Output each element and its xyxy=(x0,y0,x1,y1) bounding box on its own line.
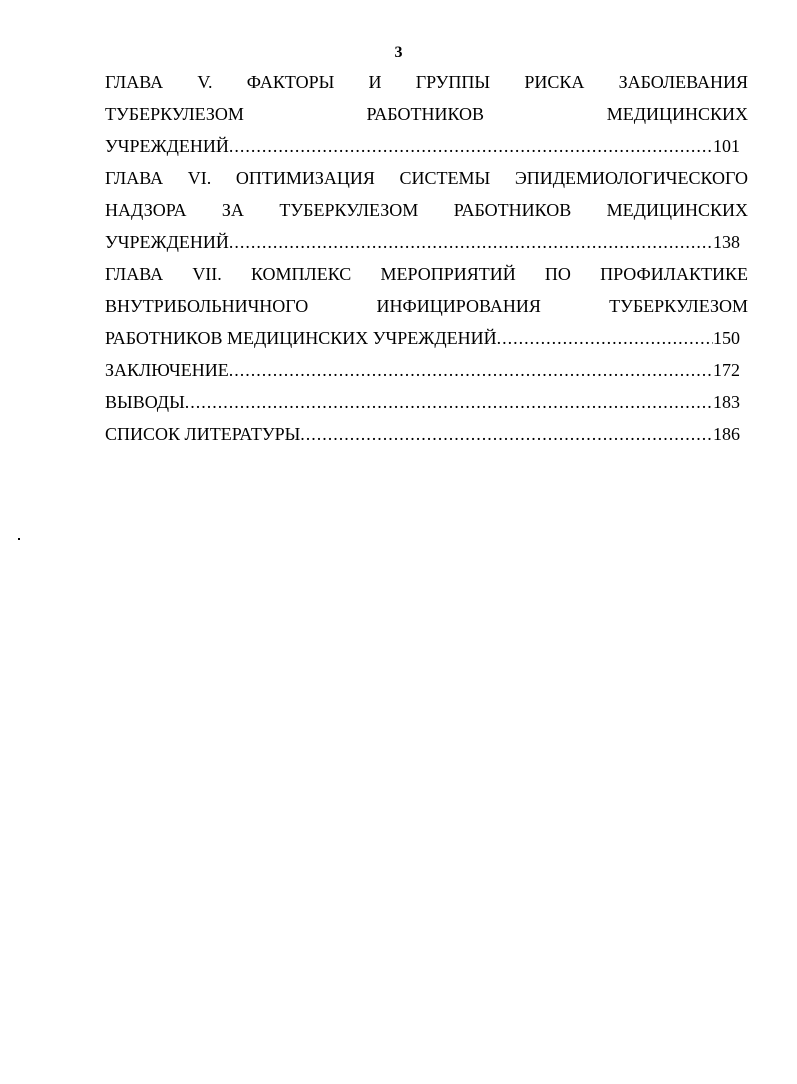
toc-page-number: 138 xyxy=(713,232,740,252)
toc-ch7-line2 xyxy=(105,290,748,322)
toc-word: ВНУТРИБОЛЬНИЧНОГО xyxy=(105,296,309,316)
toc-word: РАБОТНИКОВ xyxy=(366,104,485,124)
toc-word: ОПТИМИЗАЦИЯ xyxy=(235,168,375,188)
toc-page-number: 101 xyxy=(713,136,740,156)
toc-word: РАБОТНИКОВ xyxy=(453,200,572,220)
toc-word: РИСКА xyxy=(524,72,585,92)
toc-ch6-line1 xyxy=(105,162,748,194)
toc-word: ЭПИДЕМИОЛОГИЧЕСКОГО xyxy=(514,168,748,188)
toc-word: ГЛАВА xyxy=(105,72,164,92)
dot-leader xyxy=(185,386,713,418)
toc-entry-title: ЗАКЛЮЧЕНИЕ xyxy=(105,360,229,380)
toc-word: ПРОФИЛАКТИКЕ xyxy=(600,264,748,284)
toc-page-number: 150 xyxy=(713,328,740,348)
toc-word: ГРУППЫ xyxy=(415,72,491,92)
toc-word: ФАКТОРЫ xyxy=(246,72,335,92)
toc-page-number: 172 xyxy=(713,360,740,380)
toc-word: V. xyxy=(197,72,213,92)
toc-word: И xyxy=(368,72,382,92)
toc-word: МЕДИЦИНСКИХ xyxy=(606,104,748,124)
toc-entry-title: УЧРЕЖДЕНИЙ xyxy=(105,136,229,156)
toc-word: КОМПЛЕКС xyxy=(250,264,352,284)
toc-page-number: 186 xyxy=(713,424,740,444)
toc-ch7-line1 xyxy=(105,258,748,290)
dot-leader xyxy=(229,130,713,162)
toc-word: ЗА xyxy=(221,200,244,220)
toc-word: ИНФИЦИРОВАНИЯ xyxy=(376,296,541,316)
toc-word: VII. xyxy=(192,264,222,284)
toc-conclusion[interactable] xyxy=(105,354,740,386)
toc-references[interactable] xyxy=(105,418,740,450)
toc-findings[interactable] xyxy=(105,386,740,418)
dot-leader xyxy=(229,354,713,386)
toc-page-number: 183 xyxy=(713,392,740,412)
toc-word: ТУБЕРКУЛЕЗОМ xyxy=(609,296,748,316)
toc-ch5-entry-line[interactable] xyxy=(105,130,740,162)
toc-word: ГЛАВА xyxy=(105,168,164,188)
toc-word: ПО xyxy=(544,264,571,284)
toc-word: НАДЗОРА xyxy=(105,200,187,220)
scan-speck xyxy=(18,538,20,540)
toc-ch6-entry-line[interactable] xyxy=(105,226,740,258)
toc-word: ЗАБОЛЕВАНИЯ xyxy=(618,72,748,92)
toc-ch6-line2 xyxy=(105,194,748,226)
toc-entry-title: СПИСОК ЛИТЕРАТУРЫ xyxy=(105,424,301,444)
toc-word: СИСТЕМЫ xyxy=(399,168,491,188)
toc-word: МЕРОПРИЯТИЙ xyxy=(380,264,516,284)
toc-entry-title: РАБОТНИКОВ МЕДИЦИНСКИХ УЧРЕЖДЕНИЙ xyxy=(105,328,497,348)
toc-word: ТУБЕРКУЛЕЗОМ xyxy=(105,104,244,124)
dot-leader xyxy=(229,226,713,258)
dot-leader xyxy=(300,418,713,450)
toc-ch5-line2 xyxy=(105,98,748,130)
toc-word: ТУБЕРКУЛЕЗОМ xyxy=(279,200,419,220)
toc-entry-title: УЧРЕЖДЕНИЙ xyxy=(105,232,229,252)
page-number: 3 xyxy=(394,44,403,61)
dot-leader xyxy=(497,322,713,354)
toc-ch5-line1 xyxy=(105,66,748,98)
toc-word: МЕДИЦИНСКИХ xyxy=(606,200,748,220)
toc-ch7-entry-line[interactable] xyxy=(105,322,740,354)
table-of-contents xyxy=(105,66,748,450)
toc-word: VI. xyxy=(187,168,212,188)
toc-entry-title: ВЫВОДЫ xyxy=(105,392,185,412)
toc-word: ГЛАВА xyxy=(105,264,164,284)
